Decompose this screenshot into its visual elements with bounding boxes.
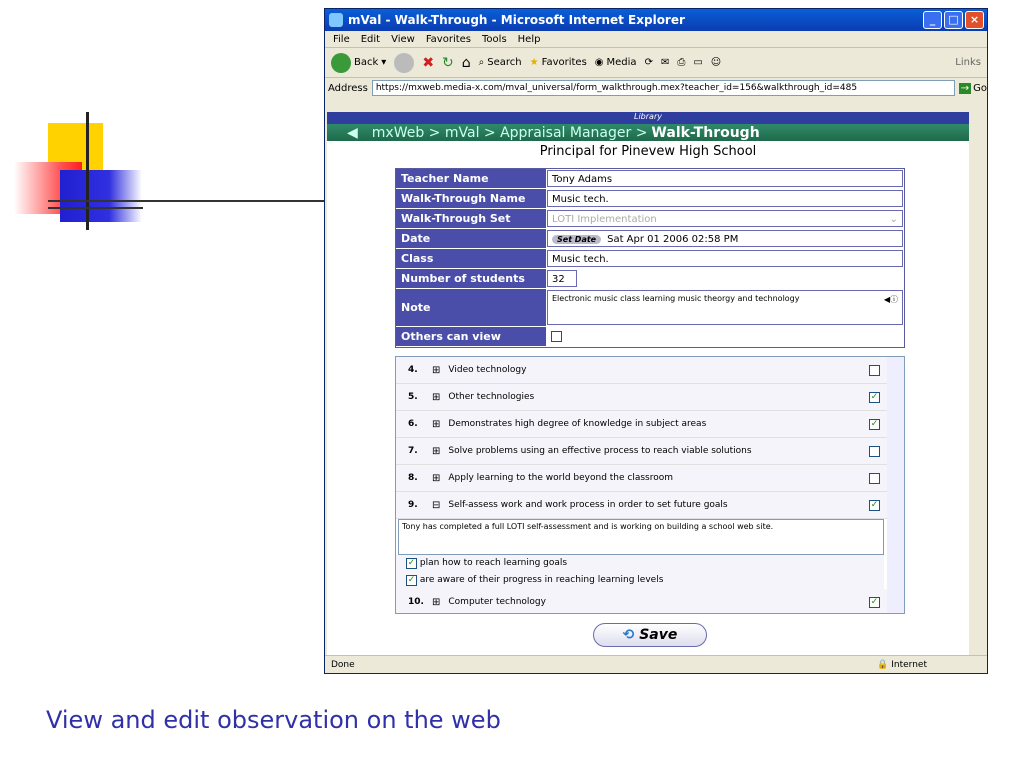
item-checkbox[interactable]: ✓ — [870, 418, 879, 429]
back-button[interactable]: Back ▾ — [331, 53, 386, 73]
item-checkbox[interactable] — [869, 473, 880, 484]
horizontal-line — [48, 200, 330, 202]
item9-note-textarea[interactable] — [398, 519, 884, 555]
breadcrumb-path[interactable]: mxWeb > mVal > Appraisal Manager > — [371, 124, 648, 141]
walkthrough-name-input[interactable]: Music tech. — [547, 190, 903, 207]
expand-icon[interactable]: ⊞ — [432, 596, 441, 608]
save-button[interactable]: ⟲ Save — [593, 623, 707, 647]
address-bar — [325, 78, 987, 98]
page-content — [327, 112, 969, 655]
expand-icon[interactable]: ⊞ — [432, 418, 441, 430]
item-checkbox[interactable] — [869, 365, 880, 376]
teacher-name-label: Teacher Name — [396, 169, 546, 188]
list-item: 6. ⊞ Demonstrates high degree of knowledge in subject areas ✓ — [396, 411, 904, 438]
list-item: 7. ⊞ Solve problems using an effective process to reach viable solutions — [396, 438, 904, 465]
lock-icon: 🔒 — [877, 659, 889, 670]
others-field — [547, 328, 903, 345]
sub-item: ✓ plan how to reach learning goals — [396, 555, 884, 572]
expand-icon[interactable]: ⊞ — [432, 364, 441, 376]
favorites-button[interactable]: ★ Favorites — [529, 57, 587, 68]
expand-icon[interactable]: ⊞ — [432, 472, 441, 484]
students-label: Number of students — [396, 269, 546, 288]
menu-favorites[interactable]: Favorites — [425, 33, 472, 45]
others-checkbox[interactable] — [551, 331, 562, 342]
maximize-button[interactable]: □ — [944, 11, 963, 29]
ie-icon — [329, 13, 343, 27]
save-icon: ⟲ — [622, 627, 635, 643]
menu-tools[interactable]: Tools — [482, 33, 507, 45]
title-bar — [325, 9, 987, 31]
menu-help[interactable]: Help — [517, 33, 541, 45]
page-title: Principal for Pinevew High School — [539, 144, 757, 159]
note-label: Note — [396, 289, 546, 326]
window-title: mVal - Walk-Through - Microsoft Internet Explorer — [348, 13, 685, 27]
minimize-button[interactable]: _ — [923, 11, 942, 29]
status-zone: 🔒 Internet — [877, 659, 927, 670]
item-checkbox[interactable]: ✓ — [870, 596, 879, 607]
library-bar: Library — [327, 112, 969, 124]
stop-icon[interactable]: ✖ — [422, 54, 435, 71]
date-field — [547, 230, 903, 247]
refresh-icon[interactable]: ↻ — [442, 54, 454, 71]
decorative-squares — [0, 0, 330, 260]
others-label: Others can view — [396, 327, 546, 346]
list-item: 5. ⊞ Other technologies ✓ — [396, 384, 904, 411]
menu-file[interactable]: File — [333, 33, 350, 45]
note-textarea[interactable] — [547, 290, 903, 325]
search-button[interactable]: ⌕ Search — [478, 57, 522, 68]
sub-item-checkbox[interactable]: ✓ — [407, 575, 416, 585]
browser-window — [324, 8, 988, 674]
search-icon: ⌕ — [478, 57, 485, 68]
breadcrumb-current: Walk-Through — [651, 124, 760, 141]
messenger-icon[interactable]: ☺ — [710, 57, 722, 68]
walkthrough-set-value: LOTI Implementation — [552, 214, 657, 225]
item-checkbox[interactable]: ✓ — [870, 391, 879, 402]
expand-icon[interactable]: ⊞ — [432, 445, 441, 457]
print-icon[interactable]: ⎙ — [677, 57, 686, 68]
slide-caption: View and edit observation on the web — [46, 706, 501, 734]
walkthrough-set-select[interactable] — [547, 210, 903, 227]
set-date-button[interactable]: Set Date — [552, 235, 601, 244]
history-icon[interactable]: ⟳ — [644, 57, 653, 68]
class-input[interactable]: Music tech. — [547, 250, 903, 267]
walkthrough-name-label: Walk-Through Name — [396, 189, 546, 208]
list-item: 9. ⊟ Self-assess work and work process in order to set future goals ✓ — [396, 492, 904, 519]
back-circle-icon[interactable]: ◀ — [347, 124, 358, 141]
vertical-line — [86, 112, 89, 230]
note-text: Electronic music class learning music theorgy and technology — [552, 294, 800, 303]
item-checkbox[interactable] — [869, 446, 880, 457]
home-icon[interactable]: ⌂ — [461, 54, 471, 71]
item9-note-text: Tony has completed a full LOTI self-assessment and is working on building a school web site. — [402, 522, 774, 531]
collapse-icon[interactable]: ⊟ — [432, 499, 441, 511]
menu-edit[interactable]: Edit — [360, 33, 381, 45]
class-label: Class — [396, 249, 546, 268]
speaker-icon[interactable]: ◀ⓘ — [883, 295, 898, 304]
links-label[interactable]: Links — [955, 57, 981, 68]
sub-item: ✓ are aware of their progress in reaching learning levels — [396, 572, 884, 589]
date-value: Sat Apr 01 2006 02:58 PM — [607, 234, 739, 245]
forward-button[interactable] — [394, 53, 414, 73]
status-text: Done — [331, 659, 355, 670]
window-controls — [923, 11, 987, 29]
sub-item-checkbox[interactable]: ✓ — [407, 558, 416, 568]
close-button[interactable]: × — [965, 11, 984, 29]
back-arrow-icon — [331, 53, 351, 73]
students-input[interactable]: 32 — [547, 270, 577, 287]
list-scrollbar[interactable] — [887, 357, 904, 613]
item-checkbox[interactable]: ✓ — [870, 499, 879, 510]
list-item: 10. ⊞ Computer technology ✓ — [396, 589, 904, 614]
go-arrow-icon: → — [960, 82, 970, 94]
toolbar — [325, 48, 987, 78]
media-icon: ◉ — [594, 57, 604, 68]
list-item: 8. ⊞ Apply learning to the world beyond the classroom — [396, 465, 904, 492]
criteria-list — [395, 356, 905, 614]
address-input[interactable]: https://mxweb.media-x.com/mval_universal/form_walkthrough.mex?teacher_id=156&walkthrough_id=485 — [372, 80, 955, 96]
expand-icon[interactable]: ⊞ — [432, 391, 441, 403]
status-bar — [325, 655, 987, 673]
menu-view[interactable]: View — [391, 33, 415, 45]
walkthrough-form — [395, 168, 905, 348]
breadcrumb — [327, 124, 969, 141]
mail-icon[interactable]: ✉ — [660, 57, 670, 68]
chevron-down-icon: ⌄ — [889, 214, 898, 225]
list-item: 4. ⊞ Video technology — [396, 357, 904, 384]
date-label: Date — [396, 229, 546, 248]
menu-bar — [325, 31, 987, 48]
walkthrough-set-label: Walk-Through Set — [396, 209, 546, 228]
star-icon: ★ — [529, 57, 539, 68]
media-button[interactable]: ◉ Media — [594, 57, 637, 68]
edit-icon[interactable]: ▭ — [693, 57, 703, 68]
horizontal-line-short — [48, 207, 143, 209]
teacher-name-value: Tony Adams — [547, 170, 903, 187]
go-button[interactable]: → Go — [960, 82, 987, 94]
blue-square — [60, 170, 142, 222]
address-label: Address — [328, 82, 368, 94]
